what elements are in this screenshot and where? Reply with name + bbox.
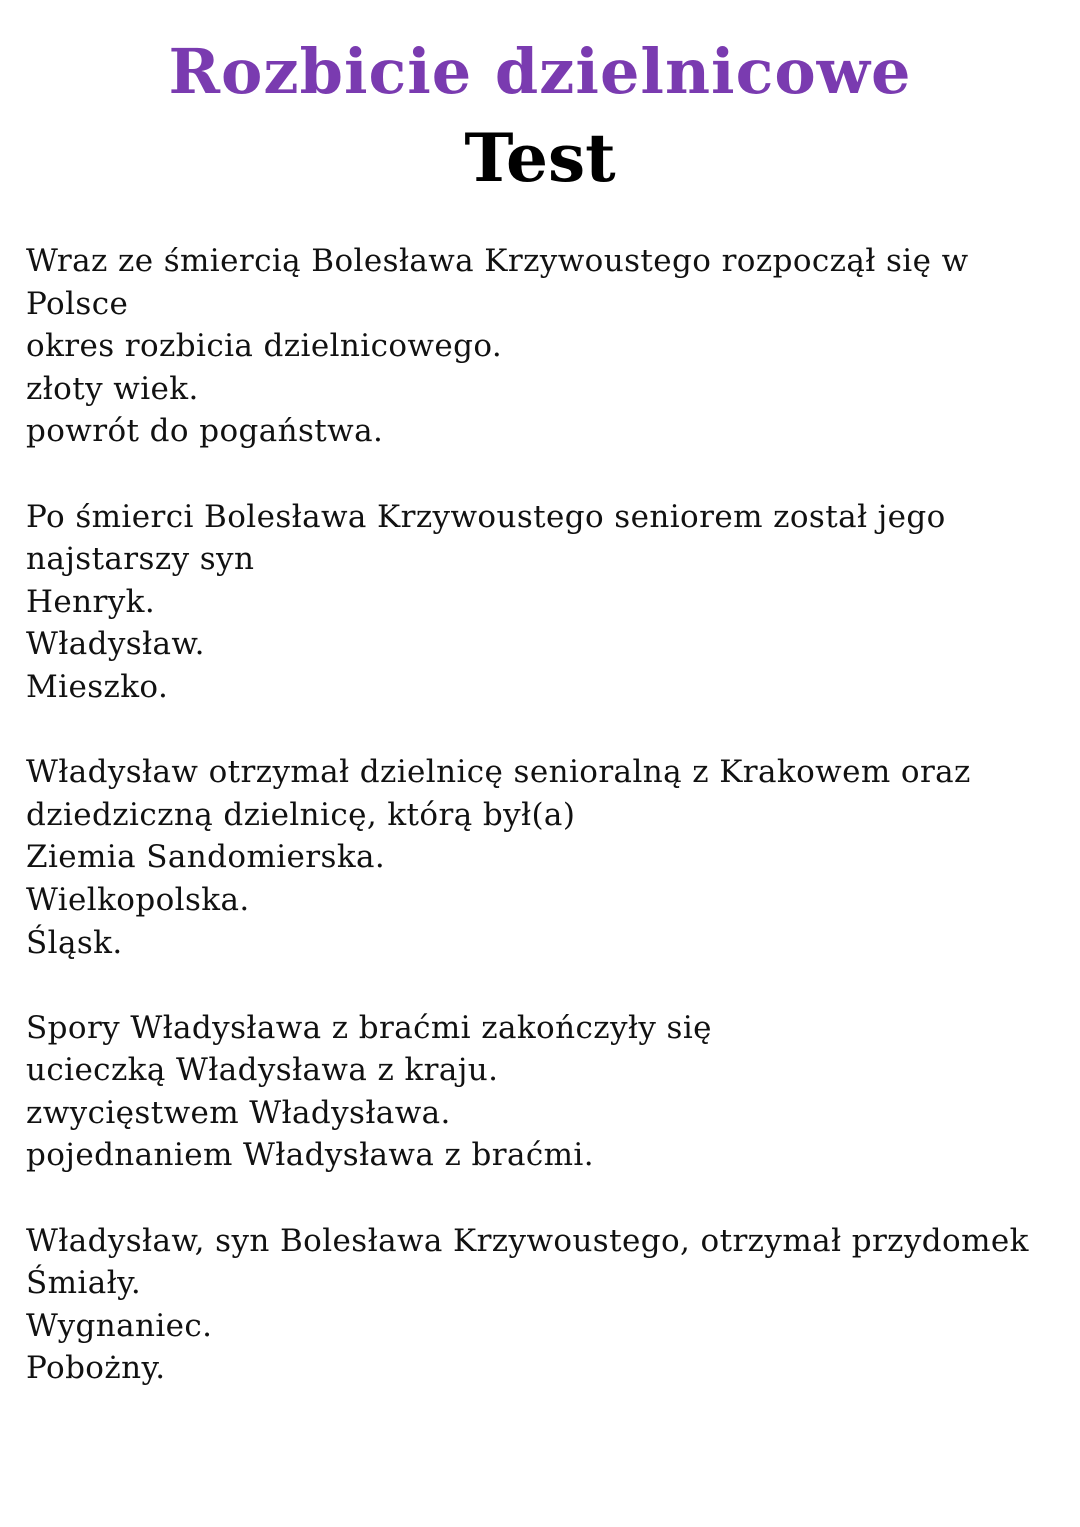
answer-option: ucieczką Władysława z kraju.: [26, 1052, 499, 1089]
question-4: [26, 1007, 1066, 1177]
question-2: [26, 496, 1066, 709]
page-title: Rozbicie dzielnicowe: [168, 35, 912, 108]
question-5: [26, 1220, 1066, 1390]
answer-option: zwycięstwem Władysława.: [26, 1094, 451, 1131]
answer-option: Wygnaniec.: [26, 1307, 213, 1344]
question-1: [26, 240, 1066, 453]
question-text: Władysław otrzymał dzielnicę senioralną z Krakowem oraz dziedziczną dzielnicę, którą był(a): [26, 754, 982, 833]
answer-option: okres rozbicia dzielnicowego.: [26, 328, 503, 365]
answer-option: Ziemia Sandomierska.: [26, 839, 386, 876]
page-subtitle: Test: [464, 119, 616, 197]
question-text: Wraz ze śmiercią Bolesława Krzywoustego rozpoczął się w Polsce: [26, 243, 979, 322]
question-list: [26, 240, 1066, 1433]
answer-option: złoty wiek.: [26, 370, 199, 407]
answer-option: Śmiały.: [26, 1265, 142, 1302]
answer-option: Władysław.: [26, 626, 205, 663]
answer-option: Wielkopolska.: [26, 881, 250, 918]
question-text: Spory Władysława z braćmi zakończyły się: [26, 1009, 712, 1046]
answer-option: powrót do pogaństwa.: [26, 413, 384, 450]
answer-option: Śląsk.: [26, 924, 123, 961]
answer-option: Pobożny.: [26, 1350, 166, 1387]
answer-option: Mieszko.: [26, 668, 169, 705]
question-3: [26, 751, 1066, 964]
answer-option: Henryk.: [26, 583, 156, 620]
question-text: Po śmierci Bolesława Krzywoustego seniorem został jego najstarszy syn: [26, 498, 957, 578]
question-text: Władysław, syn Bolesława Krzywoustego, otrzymał przydomek: [26, 1222, 1029, 1259]
answer-option: pojednaniem Władysława z braćmi.: [26, 1137, 594, 1174]
